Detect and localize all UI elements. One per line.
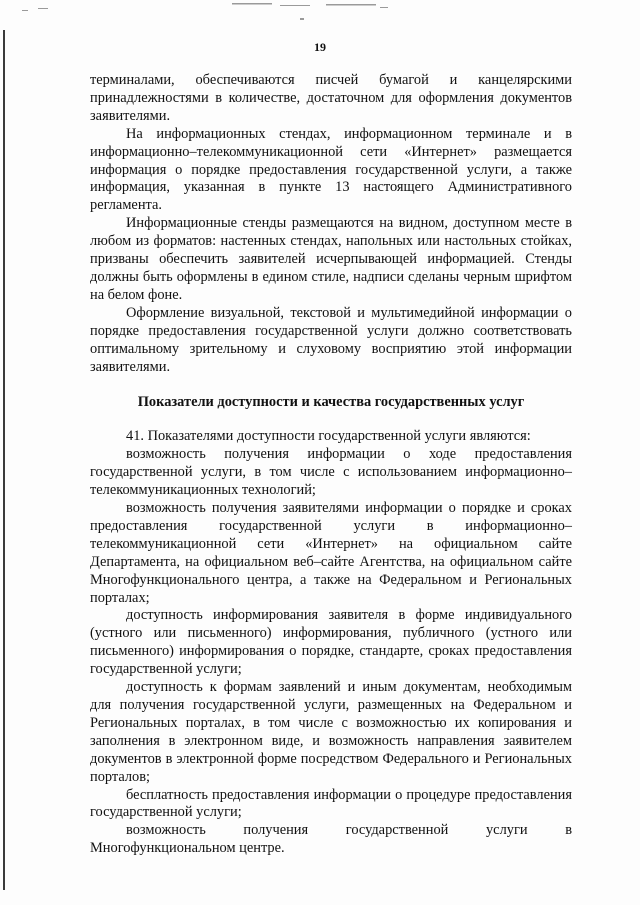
section-heading: Показатели доступности и качества государственных услуг bbox=[137, 394, 525, 411]
paragraph-forms-access: доступность к формам заявлений и иным документам, необходимым для получения государственной услуги, размещенных на Федеральном и Региональных порталах, в том числе с возможностью их копирования и заполнения в электронном виде, и возможность направления заявителем документов в электронной форме посредством Федерального и Региональных порталов; bbox=[90, 679, 572, 785]
paragraph-progress-info: возможность получения информации о ходе предоставления государственной услуги, в том числе с использованием информационно–телекоммуникационных технологий; bbox=[90, 446, 572, 499]
paragraph-informing-forms: доступность информирования заявителя в форме индивидуального (устного или письменного) информирования, публичного (устного или письменного) информирования о порядке, стандарте, сроках предоставления государственной услуги; bbox=[90, 607, 572, 678]
scan-noise bbox=[0, 0, 640, 30]
paragraph-internet-info: возможность получения заявителями информации о порядке и сроках предоставления государственной услуги в информационно–телекоммуникационной сети «Интернет» на официальном сайте Департамента, на официальном веб–сайте Агентства, на официальном сайте Многофункционального центра, а также на Федеральном и Региональных порталах; bbox=[90, 500, 572, 606]
paragraph-mfc-service: возможность получения государственной услуги в Многофункциональном центре. bbox=[90, 822, 572, 857]
paragraph-free-info: бесплатность предоставления информации о процедуре предоставления государственной услуги; bbox=[90, 786, 572, 821]
scan-border bbox=[3, 30, 5, 890]
paragraph-continuation: терминалами, обеспечиваются писчей бумагой и канцелярскими принадлежностями в количестве, достаточном для оформления документов заявителями. bbox=[90, 72, 572, 124]
paragraph-visual-info: Оформление визуальной, текстовой и мультимедийной информации о порядке предоставления государственной услуги должно соответствовать оптимальному зрительному и слуховому восприятию этой информации заявителями. bbox=[90, 304, 572, 375]
paragraph-info-stands: На информационных стендах, информационном терминале и в информационно–телекоммуникационной сети «Интернет» размещается информация о порядке предоставления государственной услуги, а также информация, указанная в пункте 13 настоящего Административного регламента. bbox=[90, 125, 572, 214]
document-body bbox=[90, 72, 572, 858]
paragraph-stands-placement: Информационные стенды размещаются на видном, доступном месте в любом из форматов: настенных стендах, напольных или настольных стойках, призваны обеспечить заявителей исчерпывающей информацией. Стенды должны быть оформлены в едином стиле, надписи сделаны черным шрифтом на белом фоне. bbox=[90, 215, 572, 303]
paragraph-item-41: 41. Показателями доступности государственной услуги являются: bbox=[126, 428, 531, 445]
page-number: 19 bbox=[314, 40, 326, 54]
